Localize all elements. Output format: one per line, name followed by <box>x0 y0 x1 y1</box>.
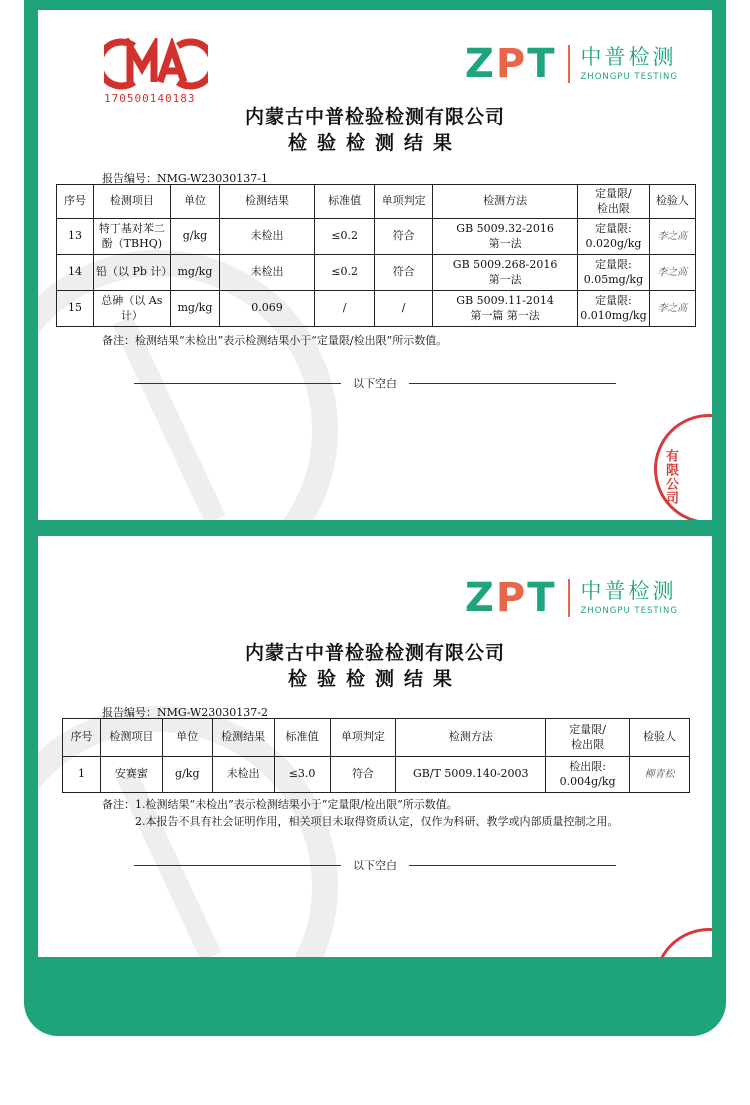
results-table-1 <box>56 184 696 327</box>
document-title: 检验检测结果 <box>287 132 462 154</box>
cell-standard: ≤3.0 <box>274 757 330 793</box>
cell-limit: 定量限: 0.010mg/kg <box>578 291 649 327</box>
cell-result: 未检出 <box>212 757 274 793</box>
cell-judge: 符合 <box>330 757 396 793</box>
table-row <box>63 757 690 793</box>
inspector-signature: 柳青松 <box>630 757 690 793</box>
official-seal-stamp <box>654 414 712 520</box>
cell-result: 未检出 <box>220 255 315 291</box>
blank-below-marker <box>134 858 616 872</box>
cell-item: 安赛蜜 <box>100 757 162 793</box>
blank-below-marker <box>134 376 616 390</box>
results-table-2 <box>62 718 690 793</box>
zpt-name-en: ZHONGPU TESTING <box>580 605 678 616</box>
report-sheet-2 <box>38 536 712 957</box>
zpt-logo-mark: ZPT <box>464 575 557 621</box>
col-header: 检验人 <box>649 185 695 219</box>
cell-item: 特丁基对苯二酚（TBHQ) <box>93 219 170 255</box>
cell-limit: 定量限: 0.020g/kg <box>578 219 649 255</box>
cell-unit: g/kg <box>162 757 212 793</box>
cell-method: GB 5009.11-2014 第一篇 第一法 <box>432 291 577 327</box>
cell-no: 15 <box>57 291 94 327</box>
col-header: 检验人 <box>630 719 690 757</box>
blank-below-text: 以下空白 <box>353 377 397 390</box>
company-name: 内蒙古中普检验检测有限公司 <box>244 106 505 128</box>
inspector-signature: 李之高 <box>649 291 695 327</box>
cell-item: 铅（以 Pb 计） <box>93 255 170 291</box>
divider-line <box>409 865 616 866</box>
col-header: 检测结果 <box>212 719 274 757</box>
divider-line <box>134 865 341 866</box>
cell-judge: 符合 <box>375 219 433 255</box>
col-header: 检测结果 <box>220 185 315 219</box>
cell-method: GB 5009.268-2016 第一法 <box>432 255 577 291</box>
cell-result: 0.069 <box>220 291 315 327</box>
table-row <box>57 291 696 327</box>
remark-note-1: 备注：1.检测结果“未检出”表示检测结果小于“定量限/检出限”所示数值。 <box>102 798 458 811</box>
remark-note-2: 2.本报告不具有社会证明作用，相关项目未取得资质认定，仅作为科研、教学或内部质量控制之用。 <box>135 815 619 828</box>
blank-below-text: 以下空白 <box>353 859 397 872</box>
cell-unit: mg/kg <box>170 291 219 327</box>
cma-mark-icon <box>104 38 208 90</box>
col-header: 检测项目 <box>100 719 162 757</box>
col-header: 检测方法 <box>396 719 546 757</box>
cell-standard: ≤0.2 <box>314 219 374 255</box>
remark-note: 备注：检测结果“未检出”表示检测结果小于“定量限/检出限”所示数值。 <box>102 334 448 347</box>
inspector-signature: 李之高 <box>649 255 695 291</box>
official-seal-stamp <box>654 928 712 957</box>
zpt-logo-divider <box>568 45 570 83</box>
col-header: 检测项目 <box>93 185 170 219</box>
cell-standard: / <box>314 291 374 327</box>
zpt-logo-divider <box>568 579 570 617</box>
cell-unit: mg/kg <box>170 255 219 291</box>
cell-no: 14 <box>57 255 94 291</box>
col-header: 序号 <box>57 185 94 219</box>
cma-number: 170500140183 <box>104 92 196 105</box>
col-header: 单位 <box>162 719 212 757</box>
cell-limit: 定量限: 0.05mg/kg <box>578 255 649 291</box>
table-row <box>57 219 696 255</box>
col-header: 标准值 <box>314 185 374 219</box>
zpt-logo <box>464 41 678 87</box>
col-header: 单项判定 <box>330 719 396 757</box>
cell-item: 总砷（以 As 计） <box>93 291 170 327</box>
seal-text: 有限公司 <box>663 449 678 505</box>
col-header: 检测方法 <box>432 185 577 219</box>
table-header-row <box>63 719 690 757</box>
col-header: 定量限/ 检出限 <box>578 185 649 219</box>
cell-limit: 检出限: 0.004g/kg <box>546 757 630 793</box>
cell-method: GB 5009.32-2016 第一法 <box>432 219 577 255</box>
inspector-signature: 李之高 <box>649 219 695 255</box>
cma-logo <box>104 38 216 105</box>
report-number: 报告编号：NMG-W23030137-2 <box>102 706 269 719</box>
cell-no: 1 <box>63 757 101 793</box>
divider-line <box>409 383 616 384</box>
table-row <box>57 255 696 291</box>
col-header: 单位 <box>170 185 219 219</box>
zpt-name-cn: 中普检测 <box>580 45 677 70</box>
cell-no: 13 <box>57 219 94 255</box>
table-header-row <box>57 185 696 219</box>
cell-judge: 符合 <box>375 255 433 291</box>
cell-judge: / <box>375 291 433 327</box>
col-header: 定量限/ 检出限 <box>546 719 630 757</box>
divider-line <box>134 383 341 384</box>
cell-unit: g/kg <box>170 219 219 255</box>
report-number: 报告编号：NMG-W23030137-1 <box>102 172 269 185</box>
cell-result: 未检出 <box>220 219 315 255</box>
col-header: 标准值 <box>274 719 330 757</box>
cell-standard: ≤0.2 <box>314 255 374 291</box>
report-sheet-1 <box>38 10 712 520</box>
col-header: 序号 <box>63 719 101 757</box>
cell-method: GB/T 5009.140-2003 <box>396 757 546 793</box>
company-name: 内蒙古中普检验检测有限公司 <box>244 642 505 664</box>
zpt-logo <box>464 575 678 621</box>
zpt-name-en: ZHONGPU TESTING <box>580 71 678 82</box>
col-header: 单项判定 <box>375 185 433 219</box>
zpt-logo-mark: ZPT <box>464 41 557 87</box>
document-title: 检验检测结果 <box>287 668 462 690</box>
zpt-name-cn: 中普检测 <box>580 579 677 604</box>
